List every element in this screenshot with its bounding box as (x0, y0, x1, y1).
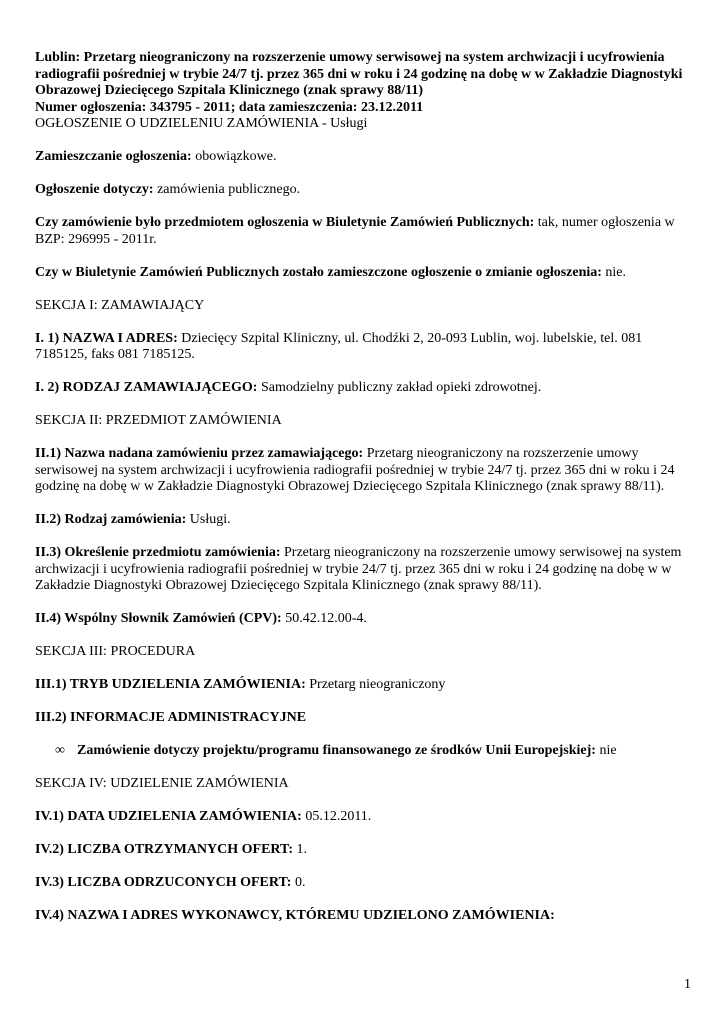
field-contract-name (35, 446, 695, 496)
field-label: IV.1) DATA UDZIELENIA ZAMÓWIENIA: (35, 809, 302, 824)
field-label: Czy zamówienie było przedmiotem ogłoszenia w Biuletynie Zamówień Publicznych: (35, 215, 535, 230)
field-value: 0. (291, 875, 306, 890)
field-publication (35, 149, 695, 166)
section-heading-2: SEKCJA II: PRZEDMIOT ZAMÓWIENIA (35, 413, 282, 428)
field-value: tak, numer ogłoszenia w BZP: 296995 - 2011r. (35, 215, 675, 247)
field-value: Przetarg nieograniczony na rozszerzenie umowy serwisowej na system archwizacji i ucyfrowienia radiografii pośredniej w trybie 24/7 tj. przez 365 dni w roku i 24 godzinę na dobę w w Zakładzie Diagnostyki Obrazowej Dziecięcego Szpitala Klinicznego (znak sprawy 88/11). (35, 545, 682, 593)
field-bzp-change (35, 265, 695, 282)
field-contractor-name-address: IV.4) NAZWA I ADRES WYKONAWCY, KTÓREMU UDZIELONO ZAMÓWIENIA: (35, 908, 555, 923)
announcement-number: Numer ogłoszenia: 343795 - 2011; data zamieszczenia: 23.12.2011 (35, 99, 424, 115)
field-contracting-type (35, 380, 695, 397)
field-award-date (35, 809, 695, 826)
page-number: 1 (684, 977, 691, 992)
field-value: Przetarg nieograniczony na rozszerzenie umowy serwisowej na system archwizacji i ucyfrowienia radiografii pośredniej w trybie 24/7 tj. przez 365 dni w roku i 24 godzinę na dobę w w Zakładzie Diagnostyki Obrazowej Dziecięcego Szpitala Klinicznego (znak sprawy 88/11). (35, 446, 675, 494)
field-value: 05.12.2011. (301, 809, 372, 824)
field-label: II.3) Określenie przedmiotu zamówienia: (35, 545, 281, 560)
field-label: Zamieszczanie ogłoszenia: (35, 149, 192, 164)
field-label: Ogłoszenie dotyczy: (35, 182, 154, 197)
field-concerns (35, 182, 695, 199)
field-admin-info: III.2) INFORMACJE ADMINISTRACYJNE (35, 710, 307, 725)
field-value: Usługi. (186, 512, 231, 527)
announcement-type: OGŁOSZENIE O UDZIELENIU ZAMÓWIENIA - Usługi (35, 116, 368, 131)
document-page (35, 50, 695, 941)
field-label: II.1) Nazwa nadana zamówieniu przez zamawiającego: (35, 446, 364, 461)
field-value: nie (595, 743, 617, 758)
document-title: Lublin: Przetarg nieograniczony na rozszerzenie umowy serwisowej na system archwizacji i ucyfrowienia radiografii pośredniej w trybie 24/7 tj. przez 365 dni w roku i 24 godzinę na dobę w w Zakładzie Diagnostyki Obrazowej Dziecięcego Szpitala Klinicznego (znak sprawy 88/11) (35, 50, 683, 98)
field-label: II.2) Rodzaj zamówienia: (35, 512, 187, 527)
field-label: IV.3) LICZBA ODRZUCONYCH OFERT: (35, 875, 292, 890)
field-label: II.4) Wspólny Słownik Zamówień (CPV): (35, 611, 282, 626)
list-item (35, 743, 695, 760)
section-heading-4: SEKCJA IV: UDZIELENIE ZAMÓWIENIA (35, 776, 289, 791)
field-value: Samodzielny publiczny zakład opieki zdrowotnej. (257, 380, 542, 395)
field-bzp-announcement (35, 215, 695, 248)
field-value: Przetarg nieograniczony (305, 677, 446, 692)
field-value: nie. (601, 264, 627, 280)
field-value: Dziecięcy Szpital Kliniczny, ul. Chodźki 2, 20-093 Lublin, woj. lubelskie, tel. 081 7185125, faks 081 7185125. (35, 330, 643, 362)
field-value: obowiązkowe. (191, 149, 277, 164)
section-heading-1: SEKCJA I: ZAMAWIAJĄCY (35, 297, 205, 313)
field-label: III.1) TRYB UDZIELENIA ZAMÓWIENIA: (35, 677, 306, 692)
field-cpv (35, 611, 695, 628)
field-value: 50.42.12.00-4. (281, 611, 367, 626)
field-name-address (35, 331, 695, 364)
bullet-icon: ∞ (55, 743, 65, 758)
field-value: zamówienia publicznego. (153, 182, 301, 197)
field-label: I. 1) NAZWA I ADRES: (35, 330, 178, 346)
field-label: IV.2) LICZBA OTRZYMANYCH OFERT: (35, 842, 294, 857)
field-value: 1. (293, 842, 308, 857)
field-label: Czy w Biuletynie Zamówień Publicznych zostało zamieszczone ogłoszenie o zmianie ogłoszenia: (35, 264, 602, 280)
field-offers-received (35, 842, 695, 859)
field-offers-rejected (35, 875, 695, 892)
field-contract-subject (35, 545, 695, 595)
field-contract-kind (35, 512, 695, 529)
field-label: I. 2) RODZAJ ZAMAWIAJĄCEGO: (35, 380, 258, 395)
section-heading-3: SEKCJA III: PROCEDURA (35, 644, 196, 659)
document-header (35, 50, 695, 133)
field-label: Zamówienie dotyczy projektu/programu finansowanego ze środków Unii Europejskiej: (77, 743, 596, 758)
field-procedure-mode (35, 677, 695, 694)
